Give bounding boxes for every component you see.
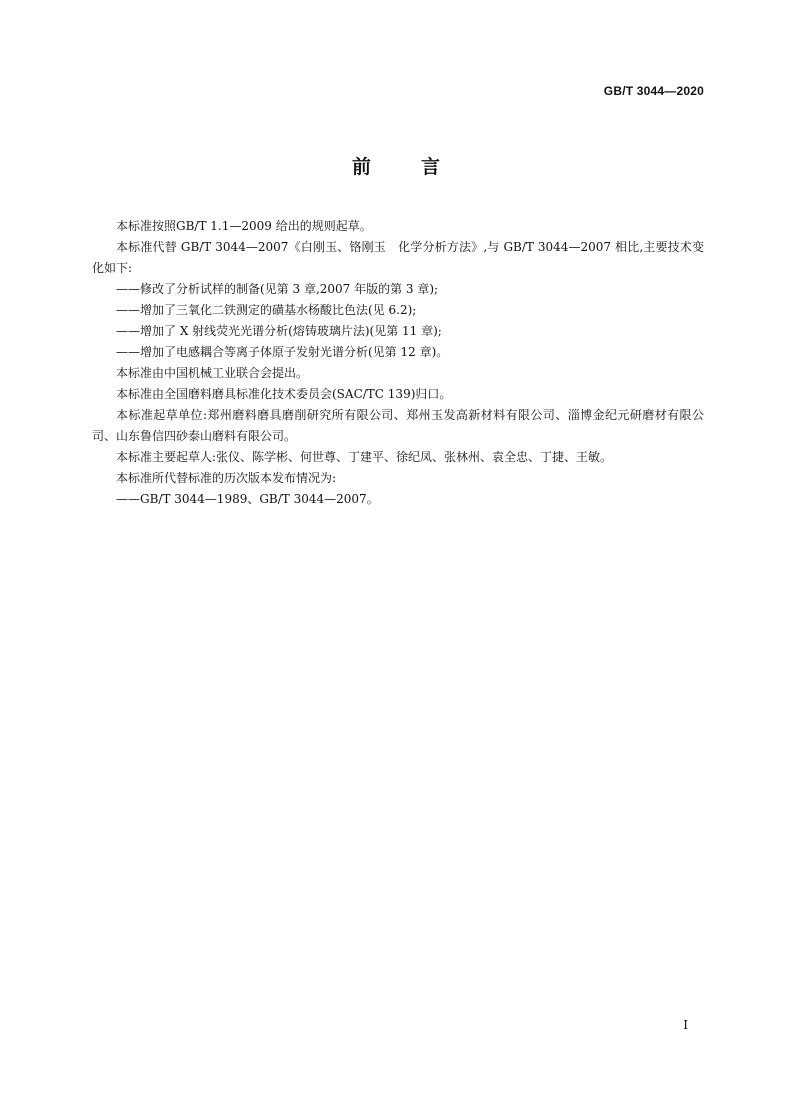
change-item: ——增加了电感耦合等离子体原子发射光谱分析(见第 12 章)。 xyxy=(116,345,449,359)
change-item: ——增加了 X 射线荧光光谱分析(熔铸玻璃片法)(见第 11 章); xyxy=(116,324,442,338)
paragraph-drafters: 本标准主要起草人:张仪、陈学彬、何世尊、丁建平、徐纪凤、张林州、袁全忠、丁捷、王敏。 xyxy=(116,450,613,464)
paragraph-previous-editions: 本标准所代替标准的历次版本发布情况为: xyxy=(116,471,337,485)
change-item: ——增加了三氧化二铁测定的磺基水杨酸比色法(见 6.2); xyxy=(116,303,417,317)
page-number: I xyxy=(683,1018,688,1032)
change-item: ——修改了分析试样的制备(见第 3 章,2007 年版的第 3 章); xyxy=(116,282,439,296)
page-title: 前言 xyxy=(351,156,490,178)
previous-edition-item: ——GB/T 3044—1989、GB/T 3044—2007。 xyxy=(116,492,379,506)
paragraph-under-jurisdiction: 本标准由全国磨料磨具标准化技术委员会(SAC/TC 139)归口。 xyxy=(116,387,452,401)
paragraph-proposed-by: 本标准由中国机械工业联合会提出。 xyxy=(116,366,309,380)
standard-code: GB/T 3044—2020 xyxy=(603,84,704,98)
paragraph-replacement: 本标准代替 GB/T 3044—2007《白刚玉、铬刚玉 化学分析方法》,与 GB/T 3044—2007 相比,主要技术变化如下: xyxy=(92,240,704,275)
paragraph-drafting-rules: 本标准按照GB/T 1.1—2009 给出的规则起草。 xyxy=(116,219,372,233)
paragraph-drafting-units: 本标准起草单位:郑州磨料磨具磨削研究所有限公司、郑州玉发高新材料有限公司、淄博金纪元研磨材有限公司、山东鲁信四砂泰山磨料有限公司。 xyxy=(92,408,704,443)
foreword-body xyxy=(92,216,704,510)
